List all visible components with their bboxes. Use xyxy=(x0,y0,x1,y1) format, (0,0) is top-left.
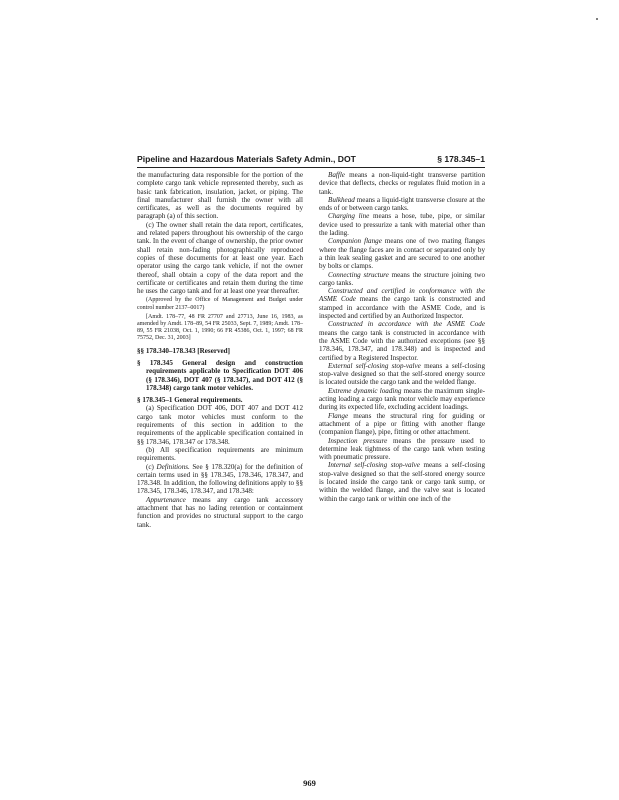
definition-extreme-loading xyxy=(319,387,485,412)
text-bulkhead: means a liquid-tight transverse closure at the ends of or between cargo tanks. xyxy=(319,195,485,213)
definition-constructed-accordance xyxy=(319,320,485,361)
scan-speck xyxy=(596,18,598,20)
term-internal-valve: Internal self-closing stop-valve xyxy=(328,461,420,470)
term-companion-flange: Companion flange xyxy=(328,237,382,246)
text-inspection-pressure: means the pressure used to determine leak tightness of the cargo tank when testing with pneumatic pressure. xyxy=(319,436,485,462)
term-charging-line: Charging line xyxy=(328,212,370,221)
term-constructed-accordance: Constructed in accordance with the ASME Code xyxy=(328,320,485,329)
definition-connecting-structure xyxy=(319,271,485,288)
term-bulkhead: Bulkhead xyxy=(328,195,355,204)
header-agency: Pipeline and Hazardous Materials Safety Admin., DOT xyxy=(137,154,356,164)
definitions-term: Definitions. xyxy=(156,462,190,471)
reserved-sections-heading: §§ 178.340–178.343 [Reserved] xyxy=(137,346,230,355)
text-constructed-accordance: means the cargo tank is constructed in accordance with the ASME Code with the authorized exceptions (see §§ 178.346, 178.347, and 178.348) and is inspected and certified by a Registered Inspector. xyxy=(319,328,485,362)
paragraph-c: (c) The owner shall retain the data report, certificates, and related papers throughout his ownership of the cargo tank. In the event of change of ownership, the prior owner shall retain non-fading photographically reproduced copies of these documents for at least one year. Each operator using the cargo tank vehicle, if not the owner thereof, shall obtain a copy of the data report and the certificate or certificates and retain them during the time he uses the cargo tank and for at least one year thereafter. xyxy=(137,220,303,296)
definition-bulkhead xyxy=(319,196,485,213)
header-rule xyxy=(137,167,485,168)
section-178-345-heading: § 178.345 General design and construction requirements applicable to Specification DOT 406 (§ 178.346), DOT 407 (§ 178.347), and DOT 412 (§ 178.348) cargo tank motor vehicles. xyxy=(137,358,303,392)
text-connecting-structure: means the structure joining two cargo tanks. xyxy=(319,270,485,287)
term-external-valve: External self-closing stop-valve xyxy=(328,361,421,370)
term-inspection-pressure: Inspection pressure xyxy=(328,436,388,445)
paragraph-continuation: the manufacturing data responsible for the portion of the complete cargo tank vehicle represented thereby, such as basic tank fabrication, insulation, jacket, or piping. The final manufacturer shall furnish the owner with all certificates, as well as the documents required by paragraph (a) of this section. xyxy=(137,171,303,221)
text-constructed-certified: means the cargo tank is constructed and stamped in accordance with the ASME Code, and is inspected and certified by an Authorized Inspector. xyxy=(319,295,485,321)
text-appurtenance: means any cargo tank accessory attachment that has no lading retention or containment function and provides no structural support to the cargo tank. xyxy=(137,495,303,529)
paragraph-definitions xyxy=(137,463,303,496)
term-connecting-structure: Connecting structure xyxy=(328,270,389,279)
amendment-history: [Amdt. 178–77, 48 FR 27707 and 27713, June 16, 1983, as amended by Amdt. 178–89, 54 FR 25033, Sept. 7, 1989; Amdt. 178–89, 55 FR 21038, Oct. 1, 1990; 66 FR 45386, Oct. 1, 1997; 68 FR 75752, Dec. 31, 2003] xyxy=(137,313,303,342)
definition-inspection-pressure xyxy=(319,437,485,462)
definitions-text: See § 178.320(a) for the definition of certain terms used in §§ 178.345, 178.346, 178.347, and 178.348. In addition, the following definitions apply to §§ 178.345, 178.346, 178.347, and 178.348: xyxy=(137,462,304,496)
term-flange: Flange xyxy=(328,411,349,420)
page-number: 969 xyxy=(303,778,316,788)
paragraph-a: (a) Specification DOT 406, DOT 407 and DOT 412 cargo tank motor vehicles must conform to the requirements of this section in addition to the requirements of the applicable specification contained in §§ 178.346, 178.347 or 178.348. xyxy=(137,404,303,446)
right-column xyxy=(319,171,485,503)
text-external-valve: means a self-closing stop-valve designed so that the self-stored energy source is located outside the cargo tank and the welded flange. xyxy=(319,361,485,387)
definition-companion-flange xyxy=(319,237,485,270)
definition-baffle xyxy=(319,171,485,196)
text-flange: means the structural ring for guiding or attachment of a pipe or fitting with another flange (companion flange), pipe, fitting or other attachment. xyxy=(319,411,485,437)
text-companion-flange: means one of two mating flanges where the flange faces are in contact or separated only by a thin leak sealing gasket and are secured to one another by bolts or clamps. xyxy=(319,237,485,271)
definition-charging-line xyxy=(319,212,485,237)
text-charging-line: means a hose, tube, pipe, or similar device used to pressurize a tank with material other than the lading. xyxy=(319,212,485,238)
text-extreme-loading: means the maximum single-acting loading a cargo tank motor vehicle may experience during its expected life, excluding accident loadings. xyxy=(319,386,485,412)
definition-constructed-certified xyxy=(319,287,485,320)
text-baffle: means a non-liquid-tight transverse partition device that deflects, checks or regulates fluid motion in a tank. xyxy=(319,171,485,196)
term-baffle: Baffle xyxy=(328,171,345,179)
text-internal-valve: means a self-closing stop-valve designed so that the self-stored energy source is located inside the cargo tank or cargo tank sump, or within the welded flange, and the valve seat is located within the cargo tank or within one inch of the xyxy=(319,461,485,503)
term-extreme-loading: Extreme dynamic loading xyxy=(328,386,402,395)
left-column xyxy=(137,171,303,529)
running-header xyxy=(137,154,485,168)
definition-internal-valve xyxy=(319,461,485,502)
definitions-label: (c) xyxy=(146,462,157,471)
header-section: § 178.345–1 xyxy=(437,154,485,164)
definition-external-valve xyxy=(319,362,485,387)
term-appurtenance: Appurtenance xyxy=(146,495,186,504)
omb-approval-note: (Approved by the Office of Management and Budget under control number 2137–0017) xyxy=(137,297,303,311)
definition-flange xyxy=(319,412,485,437)
section-178-345-1-heading: § 178.345–1 General requirements. xyxy=(137,396,243,405)
paragraph-b: (b) All specification requirements are minimum requirements. xyxy=(137,445,303,463)
definition-appurtenance xyxy=(137,496,303,529)
term-constructed-certified: Constructed and certified in conformance with the ASME Code xyxy=(319,287,485,304)
